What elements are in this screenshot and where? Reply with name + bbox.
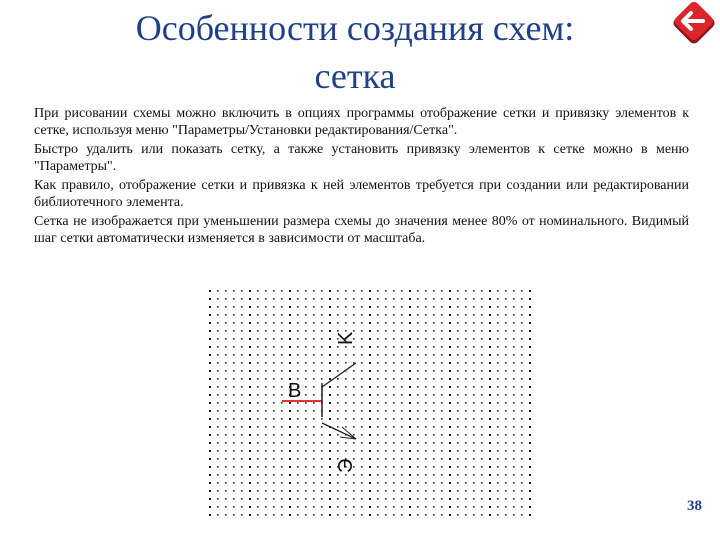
- grid-major-dots: [206, 287, 536, 519]
- slide-title: [70, 4, 640, 100]
- emitter-pin-label: Э: [335, 458, 357, 473]
- title-line-2: сетка: [314, 56, 396, 96]
- paragraph-grid-options: При рисовании схемы можно включить в опциях программы отображение сетки и привязку элементов к сетке, используя меню "Параметры/Установки редактирования/Сетка".: [34, 106, 689, 138]
- page-number: 38: [687, 498, 702, 514]
- transistor-grid-figure: [206, 287, 536, 519]
- paragraph-quick-toggle: Быстро удалить или показать сетку, а также установить привязку элементов к сетке можно в меню "Параметры".: [34, 142, 689, 174]
- body-text: [34, 106, 689, 250]
- collector-pin-label: K: [335, 331, 357, 345]
- back-arrow-icon: [671, 0, 717, 46]
- paragraph-scale: Сетка не изображается при уменьшении размера схемы до значения менее 80% от номинального. Видимый шаг сетки автоматически изменяется в зависимости от масштаба.: [34, 214, 689, 246]
- back-button[interactable]: [671, 0, 717, 46]
- base-pin-label: B: [288, 380, 302, 402]
- paragraph-library-element: Как правило, отображение сетки и привязка к ней элементов требуется при создании или редактировании библиотечного элемента.: [34, 178, 689, 210]
- title-line-1: Особенности создания схем:: [135, 8, 575, 48]
